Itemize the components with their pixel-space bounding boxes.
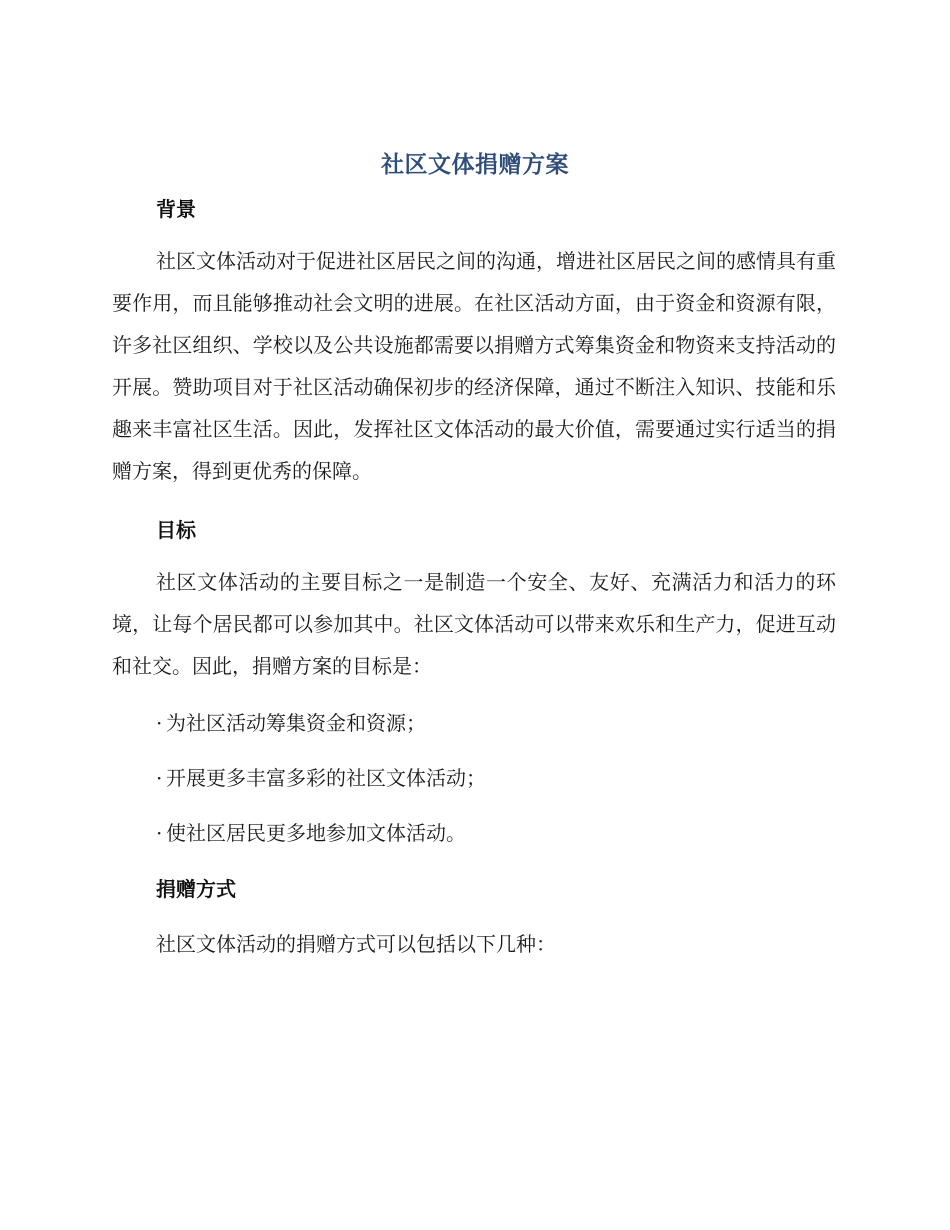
goal-bullet-item	[156, 707, 426, 736]
bullet-marker: ·	[156, 711, 163, 735]
goal-bullet-text: 为社区活动筹集资金和资源；	[166, 711, 426, 735]
section-heading-background: 背景	[156, 197, 196, 221]
goals-paragraph: 社区文体活动的主要目标之一是制造一个安全、友好、充满活力和活力的环境，让每个居民都可以参加其中。社区文体活动可以带来欢乐和生产力，促进互动和社交。因此，捐赠方案的目标是：	[112, 570, 836, 678]
section-heading-goals: 目标	[156, 518, 196, 542]
bullet-marker: ·	[156, 821, 163, 845]
background-paragraph: 社区文体活动对于促进社区居民之间的沟通，增进社区居民之间的感情具有重要作用，而且能够推动社会文明的进展。在社区活动方面，由于资金和资源有限，许多社区组织、学校以及公共设施都需要以捐赠方式筹集资金和物资来支持活动的开展。赞助项目对于社区活动确保初步的经济保障，通过不断注入知识、技能和乐趣来丰富社区生活。因此，发挥社区文体活动的最大价值，需要通过实行适当的捐赠方案，得到更优秀的保障。	[112, 249, 836, 483]
document-title: 社区文体捐赠方案	[381, 152, 569, 178]
goal-bullet-item	[156, 762, 486, 791]
goal-bullet-text: 开展更多丰富多彩的社区文体活动；	[166, 766, 486, 790]
donation-methods-intro: 社区文体活动的捐赠方式可以包括以下几种：	[156, 932, 556, 956]
goal-bullet-text: 使社区居民更多地参加文体活动。	[166, 821, 466, 845]
section-heading-donation-methods: 捐赠方式	[156, 877, 236, 901]
goal-bullet-item	[156, 817, 466, 846]
bullet-marker: ·	[156, 766, 163, 790]
